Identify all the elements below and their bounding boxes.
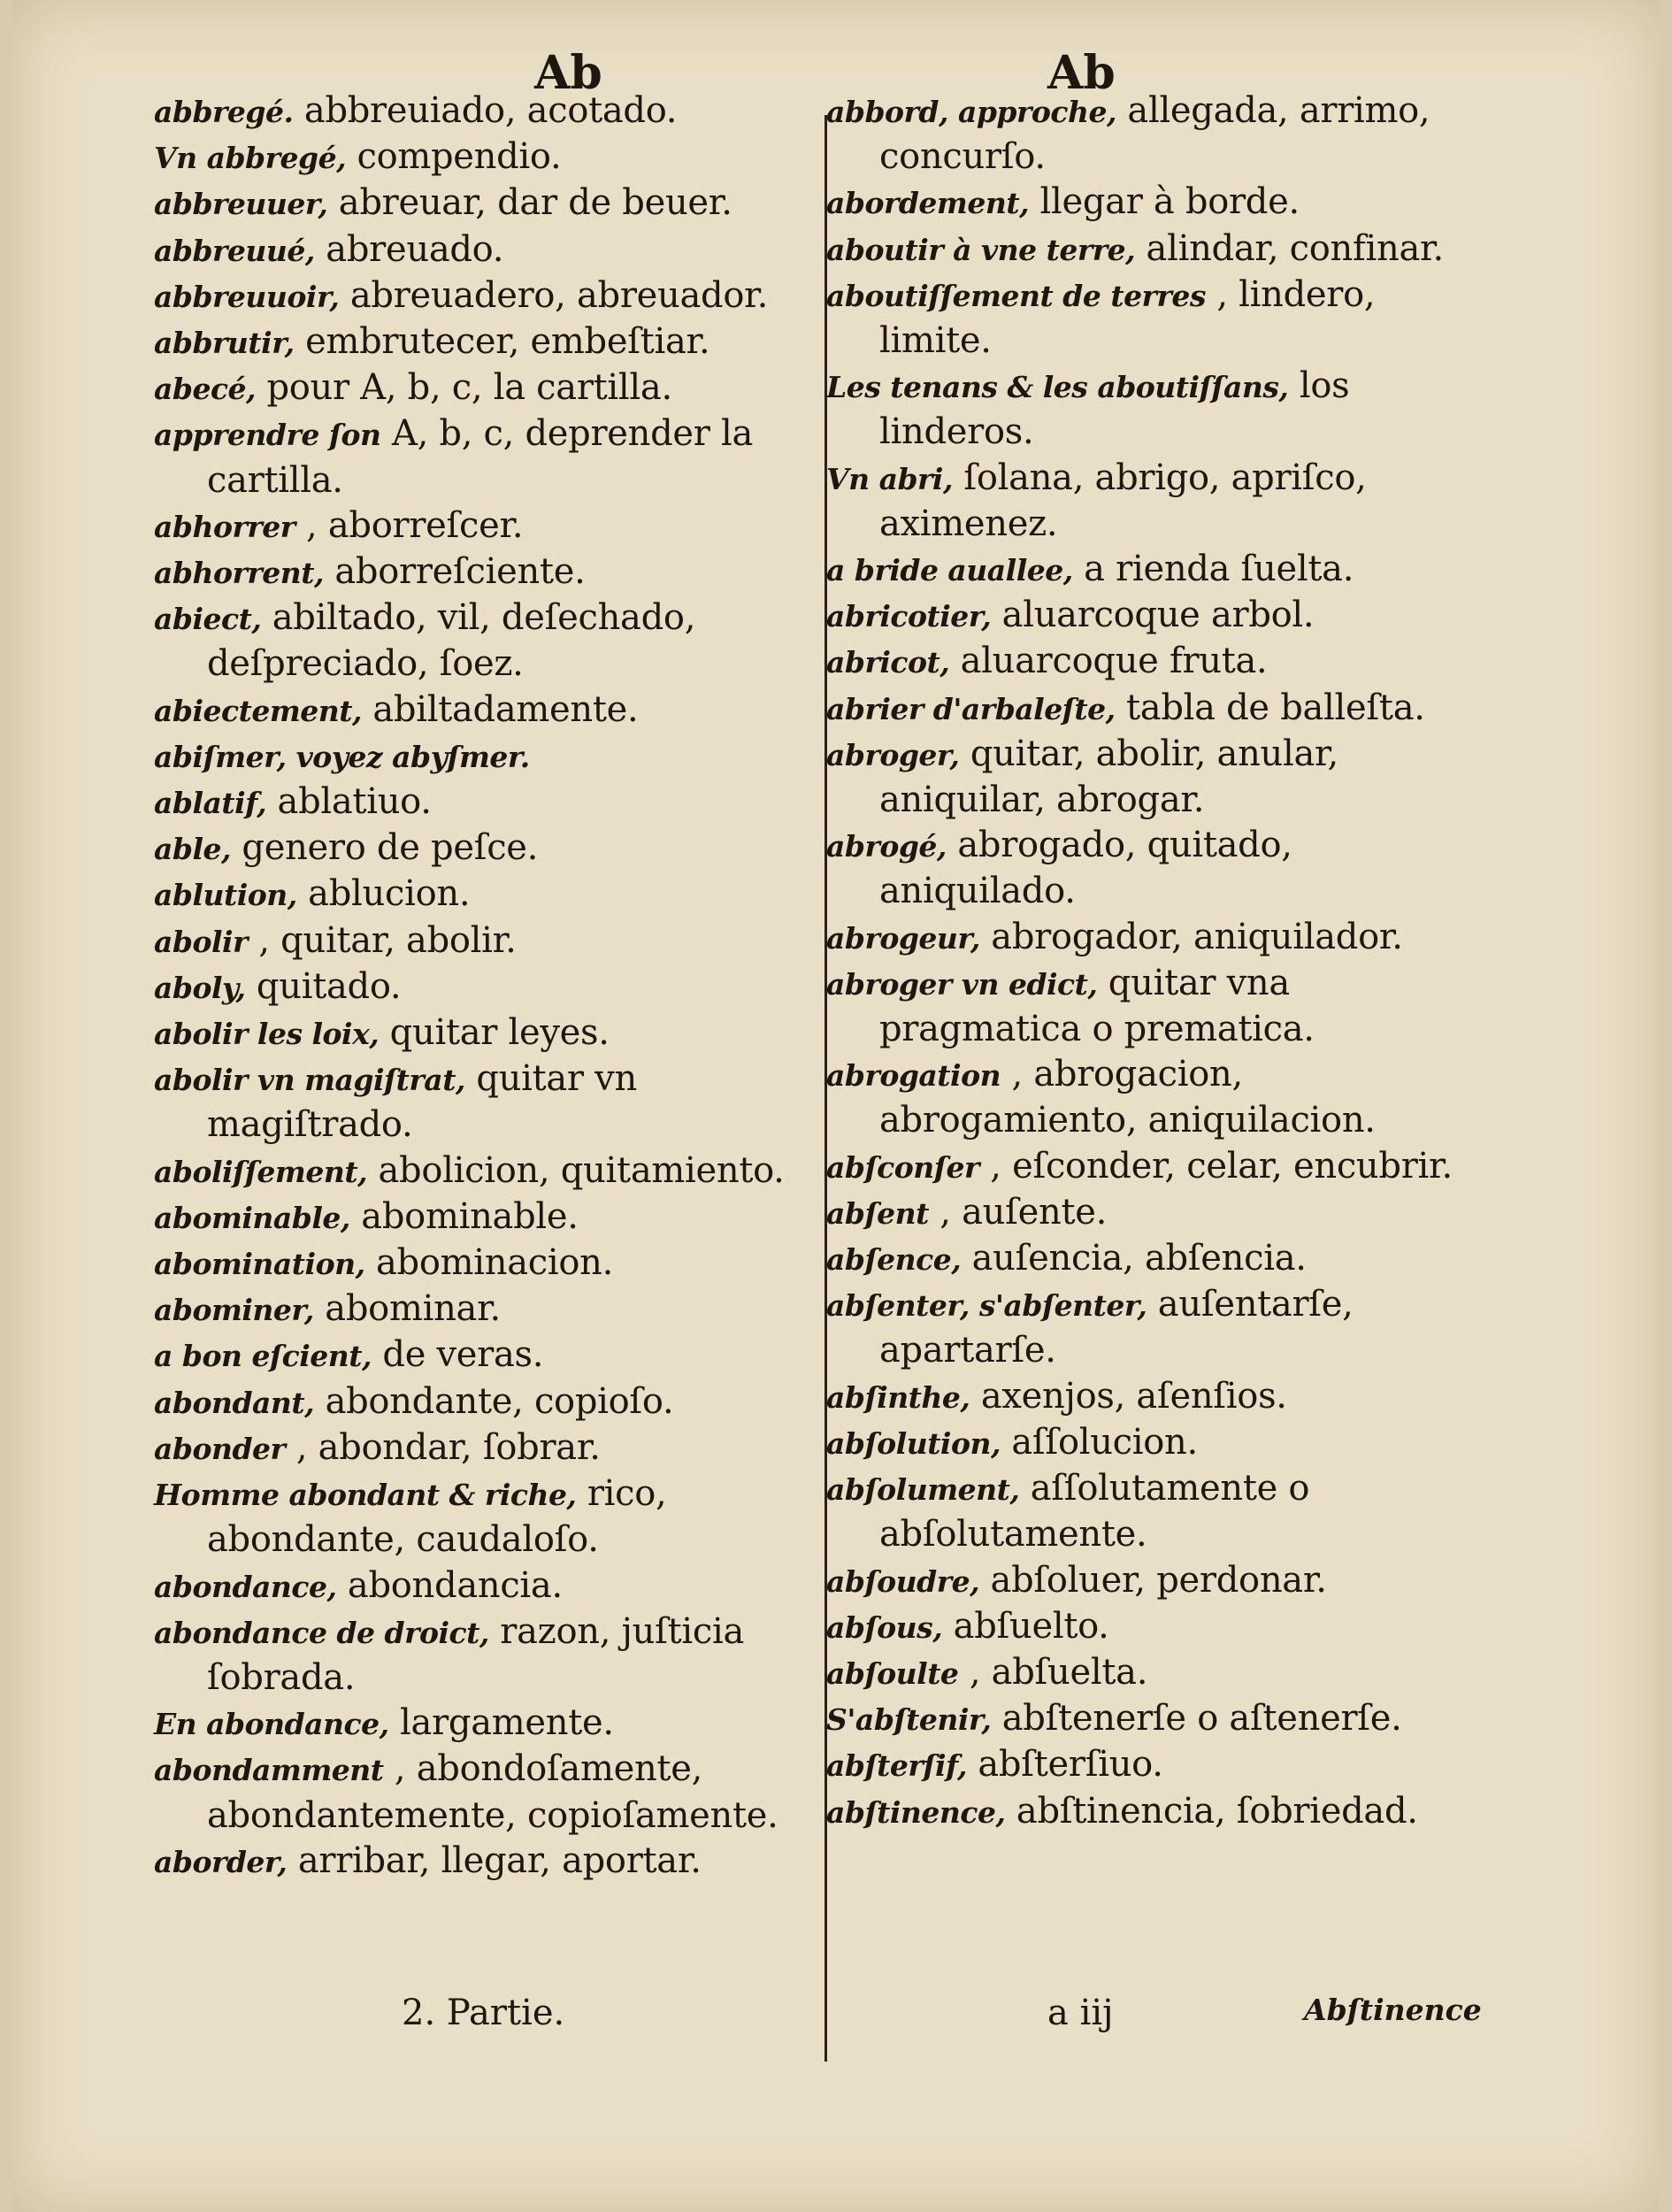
translation: abbreuiado, acotado. bbox=[293, 90, 678, 131]
dictionary-entry bbox=[154, 1839, 817, 1885]
headword: Vn abri, bbox=[826, 461, 953, 496]
dictionary-entry bbox=[154, 1240, 817, 1286]
headword: abſtinence, bbox=[826, 1794, 1006, 1830]
dictionary-entry bbox=[826, 273, 1481, 364]
dictionary-entry bbox=[826, 547, 1481, 593]
dictionary-entry bbox=[154, 1333, 817, 1379]
translation: a rienda ſuelta. bbox=[1072, 549, 1354, 590]
dictionary-entry bbox=[154, 365, 817, 411]
catchword: Abſtinence bbox=[1304, 1993, 1482, 2027]
translation: A, b, c, deprender la cartilla. bbox=[207, 413, 754, 501]
translation: de veras. bbox=[371, 1334, 544, 1376]
headword: abominable, bbox=[154, 1200, 350, 1235]
headword: ablution, bbox=[154, 878, 297, 913]
translation: abreuado. bbox=[314, 228, 504, 270]
translation: llegar à borde. bbox=[1029, 181, 1300, 223]
translation: , auſente. bbox=[928, 1191, 1108, 1233]
translation: quitar, abolir, anular, aniquilar, abrogar. bbox=[879, 733, 1338, 821]
dictionary-entry bbox=[154, 1194, 817, 1240]
translation: auſentarſe, apartarſe. bbox=[879, 1284, 1354, 1371]
translation: quitado. bbox=[245, 965, 402, 1007]
headword: abominer, bbox=[154, 1293, 314, 1328]
headword: abbord, approche, bbox=[826, 95, 1116, 129]
headword: aboutiſſement de terres bbox=[826, 278, 1206, 313]
dictionary-entry bbox=[154, 872, 817, 918]
translation: aſſolucion. bbox=[1000, 1421, 1198, 1463]
translation: largamente. bbox=[388, 1702, 614, 1744]
headword: abſolution, bbox=[826, 1425, 1001, 1461]
headword: abſolument, bbox=[826, 1472, 1020, 1508]
dictionary-entry bbox=[154, 1609, 817, 1701]
translation: abominar. bbox=[313, 1288, 501, 1330]
translation: abondante, copioſo. bbox=[314, 1380, 674, 1422]
dictionary-entry bbox=[154, 1471, 817, 1563]
dictionary-entry bbox=[826, 732, 1481, 823]
translation: arribar, llegar, aportar. bbox=[287, 1839, 702, 1881]
translation: embrutecer, embeſtiar. bbox=[294, 321, 710, 363]
dictionary-entry bbox=[826, 1789, 1481, 1835]
translation: compendio. bbox=[346, 136, 562, 178]
dictionary-entry bbox=[826, 180, 1481, 226]
dictionary-entry bbox=[154, 503, 817, 549]
headword: abordement, bbox=[826, 186, 1030, 221]
translation: ſolana, abrigo, apriſco, aximenez. bbox=[879, 457, 1367, 544]
dictionary-entry bbox=[154, 733, 817, 780]
headword: abſenter, s'abſenter, bbox=[826, 1288, 1147, 1324]
headword: abricot, bbox=[826, 645, 950, 680]
headword: abſoulte bbox=[826, 1655, 959, 1691]
headword: abondamment bbox=[154, 1753, 384, 1788]
dictionary-entry bbox=[826, 961, 1481, 1052]
translation: , abondar, ſobrar. bbox=[285, 1426, 601, 1468]
translation: auſencia, abſencia. bbox=[961, 1238, 1307, 1279]
headword: abſterſif, bbox=[826, 1748, 967, 1784]
dictionary-entry bbox=[826, 1604, 1481, 1650]
dictionary-entry bbox=[826, 1374, 1481, 1420]
dictionary-entry bbox=[826, 593, 1481, 639]
right-entries bbox=[826, 88, 1481, 1835]
dictionary-entry bbox=[826, 1742, 1481, 1788]
translation: abiltadamente. bbox=[361, 688, 639, 730]
translation: abondancia. bbox=[336, 1564, 563, 1606]
dictionary-page bbox=[12, 0, 1660, 2212]
dictionary-entry bbox=[826, 1144, 1481, 1190]
dictionary-entry bbox=[826, 1466, 1481, 1557]
dictionary-entry bbox=[154, 227, 817, 273]
dictionary-entry bbox=[826, 1420, 1481, 1466]
translation: , eſconder, celar, encubrir. bbox=[978, 1145, 1453, 1187]
left-column-header: Ab bbox=[534, 46, 602, 100]
headword: Homme abondant & riche, bbox=[154, 1478, 577, 1513]
translation: abolicion, quitamiento. bbox=[367, 1149, 785, 1191]
headword: aborder, bbox=[154, 1844, 288, 1879]
translation: quitar vna pragmatica o prematica. bbox=[879, 962, 1315, 1050]
dictionary-entry bbox=[154, 319, 817, 365]
headword: abondance de droict, bbox=[154, 1615, 489, 1650]
translation: allegada, arrimo, concurſo. bbox=[879, 90, 1430, 178]
headword: abondance, bbox=[154, 1569, 337, 1604]
headword: abricotier, bbox=[826, 599, 992, 634]
dictionary-entry bbox=[826, 1052, 1481, 1143]
translation: , lindero, limite. bbox=[879, 273, 1376, 362]
headword: abiſmer, voyez abyſmer. bbox=[154, 739, 530, 774]
dictionary-entry bbox=[826, 639, 1481, 685]
translation: aſſolutamente o abſolutamente. bbox=[879, 1468, 1310, 1555]
dictionary-entry bbox=[154, 780, 817, 826]
right-column-header: Ab bbox=[1047, 46, 1116, 100]
dictionary-entry bbox=[154, 1010, 817, 1056]
dictionary-entry bbox=[154, 1379, 817, 1425]
translation: los linderos. bbox=[879, 365, 1350, 453]
translation: aluarcoque fruta. bbox=[949, 641, 1268, 682]
translation: abominable. bbox=[349, 1195, 579, 1237]
headword: S'abſtenir, bbox=[826, 1702, 992, 1738]
translation: , abſuelta. bbox=[958, 1651, 1148, 1693]
headword: abonder bbox=[154, 1431, 286, 1466]
headword: abolir vn magiſtrat, bbox=[154, 1063, 465, 1098]
translation: alindar, confinar. bbox=[1135, 227, 1444, 269]
dictionary-entry bbox=[826, 1558, 1481, 1604]
translation: rico, abondante, caudaloſo. bbox=[207, 1473, 667, 1561]
translation: abrogador, aniquilador. bbox=[979, 916, 1403, 957]
headword: abſous, bbox=[826, 1609, 943, 1645]
dictionary-entry bbox=[154, 1425, 817, 1471]
dictionary-entry bbox=[154, 273, 817, 319]
headword: abhorrer bbox=[154, 509, 295, 544]
dictionary-entry bbox=[154, 1747, 817, 1838]
dictionary-entry bbox=[154, 1056, 817, 1148]
translation: abreuadero, abreuador. bbox=[339, 274, 768, 316]
headword: Les tenans & les aboutiſſans, bbox=[826, 370, 1289, 405]
headword: ablatif, bbox=[154, 786, 267, 821]
headword: abolir bbox=[154, 924, 248, 959]
headword: abondant, bbox=[154, 1385, 315, 1420]
translation: aborreſciente. bbox=[323, 551, 586, 593]
headword: abecé, bbox=[154, 372, 257, 407]
dictionary-entry bbox=[826, 88, 1481, 180]
headword: abbreuuer, bbox=[154, 187, 328, 222]
dictionary-entry bbox=[154, 411, 817, 503]
dictionary-entry bbox=[826, 364, 1481, 455]
headword: Vn abbregé, bbox=[154, 141, 347, 176]
signature-mark: a iij bbox=[1047, 1993, 1114, 2033]
headword: En abondance, bbox=[154, 1707, 389, 1742]
headword: abbrutir, bbox=[154, 326, 295, 361]
headword: abiectement, bbox=[154, 693, 362, 728]
dictionary-entry bbox=[826, 823, 1481, 914]
headword: abrogeur, bbox=[826, 920, 980, 956]
translation: quitar vn magiſtrado. bbox=[207, 1058, 637, 1146]
dictionary-entry bbox=[154, 964, 817, 1010]
headword: abroger vn edict, bbox=[826, 966, 1098, 1002]
headword: able, bbox=[154, 832, 231, 867]
headword: abroger, bbox=[826, 737, 960, 772]
left-footer: 2. Partie. bbox=[402, 1993, 565, 2033]
translation: , quitar, abolir. bbox=[247, 919, 517, 961]
headword: abbregé. bbox=[154, 95, 294, 129]
headword: abiect, bbox=[154, 602, 262, 637]
dictionary-entry bbox=[154, 180, 817, 227]
headword: a bride auallee, bbox=[826, 553, 1073, 588]
dictionary-entry bbox=[826, 1190, 1481, 1236]
dictionary-entry bbox=[154, 918, 817, 964]
dictionary-entry bbox=[154, 549, 817, 595]
dictionary-entry bbox=[826, 1282, 1481, 1373]
headword: abrier d'arbaleſte, bbox=[826, 691, 1116, 726]
headword: aboly, bbox=[154, 970, 246, 1005]
dictionary-entry bbox=[154, 1148, 817, 1194]
translation: abiltado, vil, deſechado, deſpreciado, ſoez. bbox=[207, 597, 696, 685]
translation: axenjos, aſenſios. bbox=[970, 1375, 1287, 1417]
translation: abreuar, dar de beuer. bbox=[327, 182, 732, 224]
dictionary-entry bbox=[826, 456, 1481, 547]
translation: aluarcoque arbol. bbox=[991, 595, 1315, 636]
dictionary-entry bbox=[826, 686, 1481, 732]
dictionary-entry bbox=[154, 1701, 817, 1747]
translation: pour A, b, c, la cartilla. bbox=[256, 367, 672, 409]
dictionary-entry bbox=[826, 227, 1481, 273]
translation: ablatiuo. bbox=[266, 781, 432, 823]
translation: razon, juſticia ſobrada. bbox=[207, 1610, 745, 1698]
headword: abrogé, bbox=[826, 829, 947, 864]
headword: abſence, bbox=[826, 1242, 962, 1278]
headword: abſent bbox=[826, 1195, 929, 1231]
headword: abrogation bbox=[826, 1058, 1001, 1094]
translation: abſterſiuo. bbox=[966, 1744, 1163, 1786]
dictionary-entry bbox=[154, 88, 817, 134]
translation: abominacion. bbox=[364, 1242, 614, 1284]
translation: abrogado, quitado, aniquilado. bbox=[879, 825, 1292, 912]
dictionary-entry bbox=[826, 1696, 1481, 1742]
dictionary-entry bbox=[154, 1286, 817, 1333]
translation: tabla de balleſta. bbox=[1115, 687, 1425, 728]
dictionary-entry bbox=[826, 1236, 1481, 1282]
headword: abomination, bbox=[154, 1247, 365, 1282]
headword: apprendre ſon bbox=[154, 418, 381, 453]
dictionary-entry bbox=[154, 687, 817, 733]
headword: abbreuuoir, bbox=[154, 279, 340, 314]
translation: quitar leyes. bbox=[379, 1012, 610, 1054]
dictionary-entry bbox=[826, 915, 1481, 961]
headword: aboutir à vne terre, bbox=[826, 232, 1136, 267]
headword: a bon eſcient, bbox=[154, 1339, 372, 1374]
dictionary-entry bbox=[154, 1563, 817, 1609]
headword: abbreuué, bbox=[154, 233, 315, 268]
translation: abſtenerſe o aſtenerſe. bbox=[991, 1698, 1402, 1740]
headword: aboliſſement, bbox=[154, 1154, 368, 1189]
dictionary-entry bbox=[154, 826, 817, 872]
translation: ablucion. bbox=[296, 873, 471, 915]
translation: , aborreſcer. bbox=[295, 504, 524, 546]
left-entries bbox=[154, 88, 817, 1885]
headword: abſconſer bbox=[826, 1149, 979, 1185]
headword: abſoudre, bbox=[826, 1563, 980, 1599]
headword: abſinthe, bbox=[826, 1379, 970, 1415]
translation: , abrogacion, abrogamiento, aniquilacion. bbox=[879, 1054, 1376, 1141]
translation: genero de peſce. bbox=[230, 827, 539, 869]
translation: abſoluer, perdonar. bbox=[979, 1559, 1327, 1601]
translation: , abondoſamente, abondantemente, copioſamente. bbox=[207, 1748, 778, 1836]
headword: abolir les loix, bbox=[154, 1017, 380, 1052]
dictionary-entry bbox=[154, 134, 817, 180]
headword: abhorrent, bbox=[154, 556, 324, 591]
translation: abſtinencia, ſobriedad. bbox=[1005, 1790, 1418, 1832]
dictionary-entry bbox=[154, 595, 817, 687]
dictionary-entry bbox=[826, 1650, 1481, 1696]
translation: abſuelto. bbox=[942, 1605, 1109, 1647]
